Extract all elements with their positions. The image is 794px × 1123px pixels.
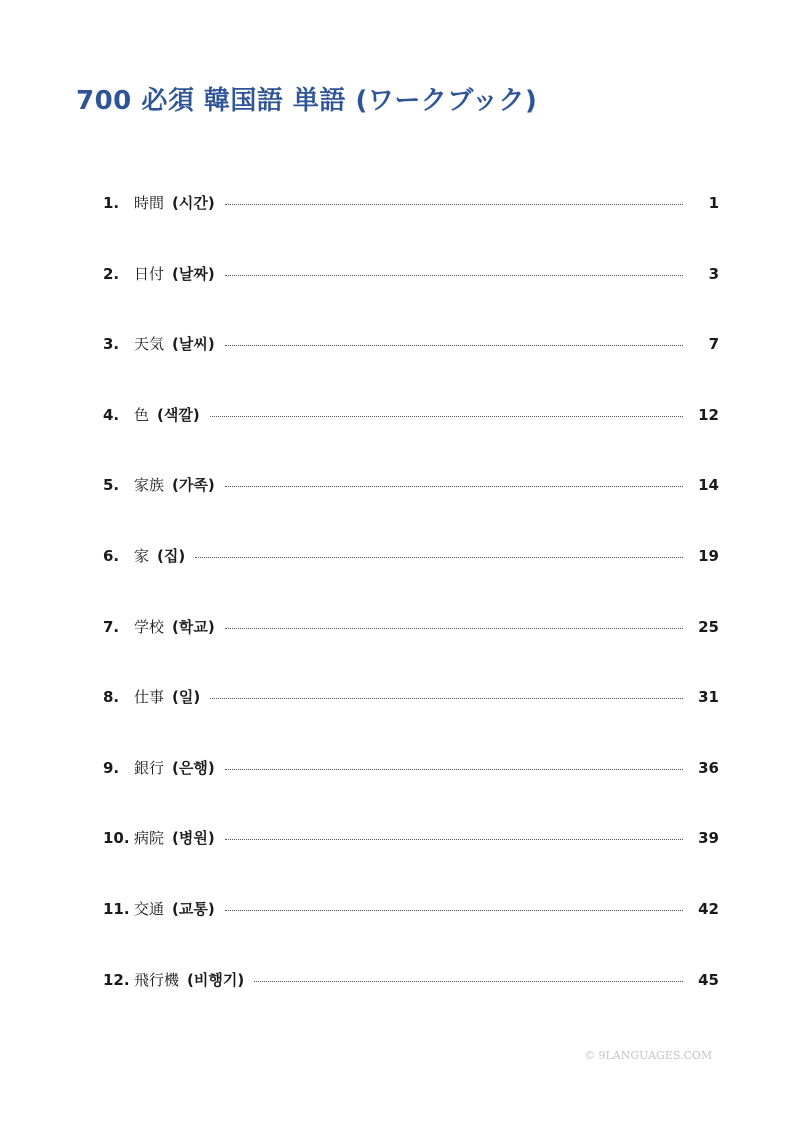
toc-item-japanese: 仕事 [134,688,165,707]
toc-item[interactable] [103,969,719,1040]
toc-item-number: 3. [103,335,120,354]
toc-dot-leader [225,839,683,840]
toc-item-japanese: 銀行 [134,758,165,777]
toc-dot-leader [195,557,683,558]
toc-item-page: 19 [698,546,719,565]
toc-item-japanese: 色 [134,405,150,424]
toc-dot-leader [225,486,683,487]
toc-item-japanese: 家 [134,546,150,565]
copyright-footer: © 9LANGUAGES.COM [584,1049,713,1062]
toc-dot-leader [225,345,683,346]
toc-item-japanese: 天気 [134,335,165,354]
toc-item-korean: (교통) [172,899,215,918]
toc-item-number: 4. [103,405,120,424]
toc-item[interactable] [103,616,719,687]
toc-item-korean: (학교) [172,617,215,636]
page-title: 700 必須 韓国語 単語 (ワークブック) [76,86,538,116]
toc-dot-leader [225,628,683,629]
toc-item-number: 1. [103,194,120,212]
toc-item[interactable] [103,192,719,263]
table-of-contents [103,192,719,1039]
toc-item-korean: (일) [172,688,201,707]
toc-item-japanese: 時間 [134,194,165,212]
toc-item-number: 9. [103,758,120,777]
toc-item-number: 5. [103,476,120,495]
toc-item-page: 14 [698,476,719,495]
toc-dot-leader [225,275,683,276]
toc-dot-leader [254,981,683,982]
toc-item-japanese: 学校 [134,617,165,636]
toc-item-page: 31 [698,688,719,707]
toc-item-korean: (색깔) [157,405,200,424]
toc-item[interactable] [103,686,719,757]
toc-dot-leader [210,698,683,699]
toc-item-page: 45 [698,970,719,989]
toc-item-number: 7. [103,617,120,636]
toc-item-korean: (날씨) [172,335,215,354]
toc-item-korean: (은행) [172,758,215,777]
toc-item-number: 8. [103,688,120,707]
toc-item-page: 3 [708,264,719,283]
toc-item[interactable] [103,545,719,616]
toc-item[interactable] [103,757,719,828]
toc-item-korean: (시간) [172,194,215,212]
toc-item[interactable] [103,474,719,545]
toc-item-page: 12 [698,405,719,424]
toc-item-page: 7 [708,335,719,354]
toc-dot-leader [225,769,683,770]
toc-item-japanese: 病院 [134,829,165,848]
toc-item-page: 39 [698,829,719,848]
toc-item[interactable] [103,404,719,475]
toc-item-japanese: 家族 [134,476,165,495]
toc-item-japanese: 日付 [134,264,165,283]
toc-item-japanese: 飛行機 [134,970,180,989]
toc-item[interactable] [103,333,719,404]
toc-item-korean: (가족) [172,476,215,495]
toc-item-page: 1 [708,194,719,212]
toc-dot-leader [225,204,683,205]
toc-item[interactable] [103,263,719,334]
toc-item-page: 42 [698,899,719,918]
toc-item-korean: (집) [157,546,186,565]
toc-item-number: 12. [103,970,130,989]
toc-item-number: 11. [103,899,130,918]
toc-item-number: 10. [103,829,130,848]
toc-item-number: 2. [103,264,120,283]
toc-item-korean: (비행기) [187,970,245,989]
toc-item[interactable] [103,898,719,969]
toc-item-japanese: 交通 [134,899,165,918]
toc-item-number: 6. [103,546,120,565]
toc-item-korean: (병원) [172,829,215,848]
toc-dot-leader [210,416,683,417]
toc-item-page: 36 [698,758,719,777]
toc-item-korean: (날짜) [172,264,215,283]
toc-dot-leader [225,910,683,911]
toc-item-page: 25 [698,617,719,636]
toc-item[interactable] [103,827,719,898]
